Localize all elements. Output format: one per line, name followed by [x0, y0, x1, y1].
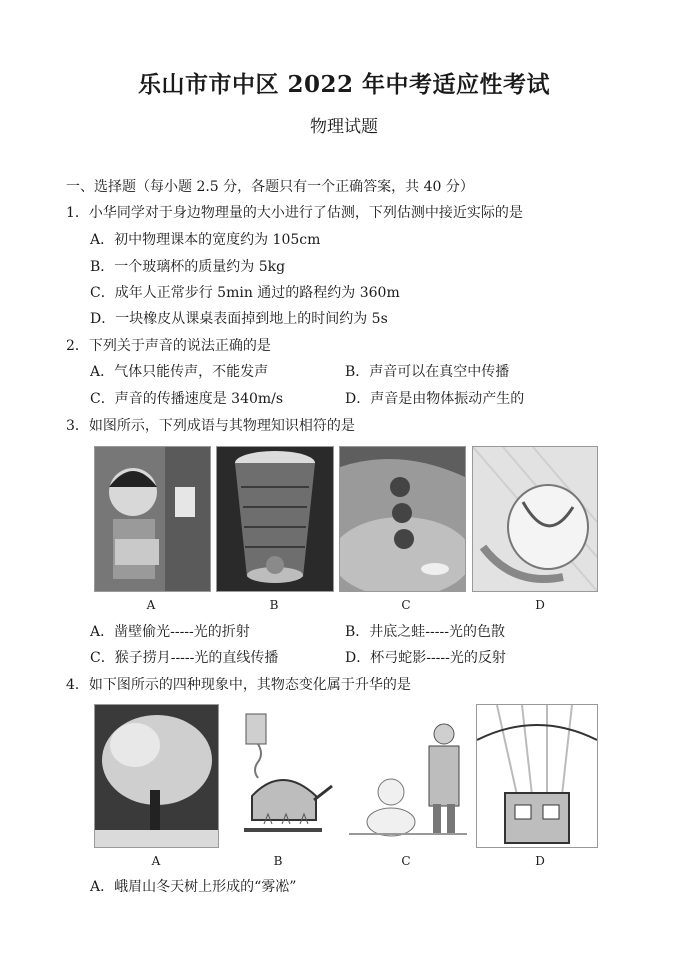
section-heading: 一、选择题（每小题 2.5 分，各题只有一个正确答案，共 40 分）: [66, 179, 474, 195]
exam-subtitle: 物理试题: [310, 117, 378, 137]
question-3-image-label-a: A: [146, 598, 156, 612]
question-1-option-a: A．初中物理课本的宽度约为 105cm: [90, 232, 321, 248]
question-2-option-d: D．声音是由物体振动产生的: [345, 391, 525, 407]
question-2-stem: 2．下列关于声音的说法正确的是: [66, 338, 271, 354]
question-3-option-a: A．凿壁偷光-----光的折射: [90, 624, 250, 640]
question-3-option-c: C．猴子捞月-----光的直线传播: [90, 650, 279, 666]
question-3-image-label-b: B: [269, 598, 279, 612]
question-1-option-b: B．一个玻璃杯的质量约为 5kg: [90, 259, 286, 275]
question-2-option-b: B．声音可以在真空中传播: [345, 364, 510, 380]
clothes-drying-sun-icon: [476, 704, 598, 848]
question-1-stem: 1．小华同学对于身边物理量的大小进行了估测，下列估测中接近实际的是: [66, 205, 523, 221]
question-4-image-label-a: A: [151, 854, 161, 868]
question-2-option-c: C．声音的传播速度是 340m/s: [90, 391, 284, 407]
boy-reading-by-wall-light-icon: [94, 446, 211, 592]
kettle-steam-icon: [224, 704, 342, 846]
question-4-image-label-d: D: [535, 854, 545, 868]
question-1-option-c: C．成年人正常步行 5min 通过的路程约为 360m: [90, 285, 400, 301]
question-1-option-d: D．一块橡皮从课桌表面掉到地上的时间约为 5s: [90, 311, 388, 327]
question-3-option-b: B．井底之蛙-----光的色散: [345, 624, 505, 640]
question-3-option-d: D．杯弓蛇影-----光的反射: [345, 650, 506, 666]
monkeys-reaching-moon-icon: [339, 446, 466, 592]
bow-reflection-in-cup-icon: [472, 446, 598, 592]
question-3-image-label-c: C: [401, 598, 411, 612]
question-4-image-label-c: C: [401, 854, 411, 868]
question-4-image-label-b: B: [273, 854, 283, 868]
question-4-option-a: A．峨眉山冬天树上形成的“雾凇”: [90, 879, 297, 895]
frog-in-well-icon: [216, 446, 334, 592]
exam-title: 乐山市市中区 2022 年中考适应性考试: [137, 71, 551, 98]
snowman-melting-icon: [349, 704, 467, 846]
frosted-tree-icon: [94, 704, 219, 848]
question-3-stem: 3．如图所示，下列成语与其物理知识相符的是: [66, 418, 355, 434]
question-3-image-label-d: D: [535, 598, 545, 612]
question-4-stem: 4．如下图所示的四种现象中，其物态变化属于升华的是: [66, 677, 411, 693]
question-2-option-a: A．气体只能传声，不能发声: [90, 364, 269, 380]
